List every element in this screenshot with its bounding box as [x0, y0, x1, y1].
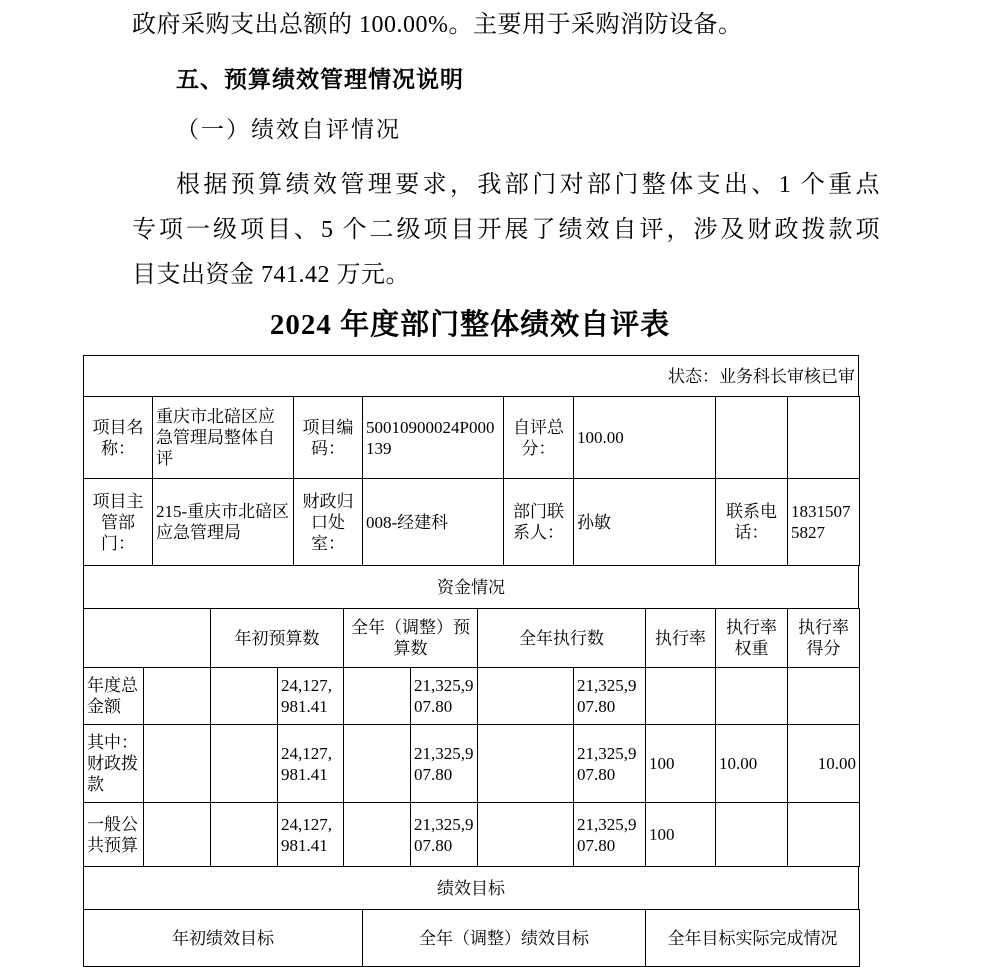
goals-section-table	[83, 866, 859, 910]
initial-goals-header: 年初绩效目标	[84, 910, 363, 967]
executed-value: 21,325,907.80	[574, 725, 646, 803]
empty-cell	[144, 803, 211, 867]
rate-score-value: 10.00	[788, 725, 860, 803]
funds-row-label: 年度总金额	[84, 668, 144, 725]
empty-cell	[344, 803, 411, 867]
empty-cell	[344, 725, 411, 803]
executed-value: 21,325,907.80	[574, 803, 646, 867]
empty-cell	[211, 803, 278, 867]
supervising-dept-value: 215-重庆市北碚区应急管理局	[153, 479, 294, 566]
project-name-label: 项目名称：	[84, 397, 153, 479]
initial-budget-value: 24,127,981.41	[278, 668, 344, 725]
empty-cell	[344, 668, 411, 725]
table-title: 2024 年度部门整体绩效自评表	[269, 309, 671, 341]
table-row	[84, 867, 859, 910]
status-row-table	[83, 355, 859, 397]
paragraph-line: 专项一级项目、5 个二级项目开展了绩效自评，涉及财政拨款项	[132, 217, 880, 243]
rate-header: 执行率	[646, 609, 716, 668]
paragraph-line: 根据预算绩效管理要求，我部门对部门整体支出、1 个重点	[176, 172, 880, 198]
status-cell: 状态：业务科长审核已审	[84, 356, 859, 397]
initial-budget-header: 年初预算数	[211, 609, 344, 668]
funds-table	[83, 608, 860, 867]
table-row	[84, 725, 860, 803]
contact-person-value: 孙敏	[574, 479, 716, 566]
self-score-label: 自评总分：	[504, 397, 574, 479]
empty-cell	[716, 397, 788, 479]
empty-cell	[478, 668, 574, 725]
rate-score-value	[788, 668, 860, 725]
adjusted-budget-value: 21,325,907.80	[411, 668, 478, 725]
adjusted-budget-header: 全年（调整）预算数	[344, 609, 478, 668]
rate-value: 100	[646, 725, 716, 803]
empty-cell	[144, 668, 211, 725]
sub-heading: （一）绩效自评情况	[176, 117, 401, 142]
goal-completion-header: 全年目标实际完成情况	[646, 910, 860, 967]
rate-weight-value: 10.00	[716, 725, 788, 803]
empty-cell	[211, 668, 278, 725]
table-row	[84, 566, 859, 609]
funds-row-label: 其中：财政拨款	[84, 725, 144, 803]
funds-section-table	[83, 565, 859, 609]
project-code-label: 项目编码：	[294, 397, 363, 479]
empty-cell	[478, 803, 574, 867]
empty-cell	[211, 725, 278, 803]
initial-budget-value: 24,127,981.41	[278, 803, 344, 867]
rate-weight-value	[716, 803, 788, 867]
goals-table	[83, 909, 860, 967]
initial-budget-value: 24,127,981.41	[278, 725, 344, 803]
table-row	[84, 356, 859, 397]
rate-weight-header: 执行率权重	[716, 609, 788, 668]
empty-cell	[478, 725, 574, 803]
self-evaluation-table	[83, 355, 859, 967]
section-heading: 五、预算绩效管理情况说明	[176, 66, 464, 92]
paragraph-line: 目支出资金 741.42 万元。	[132, 262, 410, 288]
rate-score-header: 执行率得分	[788, 609, 860, 668]
empty-cell	[144, 725, 211, 803]
body-paragraph	[132, 163, 880, 298]
table-row	[84, 479, 860, 566]
adjusted-budget-value: 21,325,907.80	[411, 803, 478, 867]
executed-value: 21,325,907.80	[574, 668, 646, 725]
project-name-value: 重庆市北碚区应急管理局整体自评	[153, 397, 294, 479]
executed-header: 全年执行数	[478, 609, 646, 668]
intro-text: 政府采购支出总额的 100.00%。主要用于采购消防设备。	[132, 12, 743, 38]
empty-header-cell	[84, 609, 211, 668]
funds-row-label: 一般公共预算	[84, 803, 144, 867]
funds-section-header: 资金情况	[84, 566, 859, 609]
rate-value	[646, 668, 716, 725]
supervising-dept-label: 项目主管部门：	[84, 479, 153, 566]
table-row	[84, 397, 860, 479]
finance-office-label: 财政归口处室：	[294, 479, 363, 566]
table-row	[84, 609, 860, 668]
finance-office-value: 008-经建科	[363, 479, 504, 566]
self-score-value: 100.00	[574, 397, 716, 479]
rate-weight-value	[716, 668, 788, 725]
rate-value: 100	[646, 803, 716, 867]
phone-value: 18315075827	[788, 479, 860, 566]
contact-person-label: 部门联系人：	[504, 479, 574, 566]
adjusted-budget-value: 21,325,907.80	[411, 725, 478, 803]
table-row	[84, 803, 860, 867]
empty-cell	[788, 397, 860, 479]
project-info-table	[83, 396, 860, 566]
phone-label: 联系电话：	[716, 479, 788, 566]
goals-section-header: 绩效目标	[84, 867, 859, 910]
adjusted-goals-header: 全年（调整）绩效目标	[363, 910, 646, 967]
project-code-value: 50010900024P000139	[363, 397, 504, 479]
table-row	[84, 910, 860, 967]
rate-score-value	[788, 803, 860, 867]
table-row	[84, 668, 860, 725]
